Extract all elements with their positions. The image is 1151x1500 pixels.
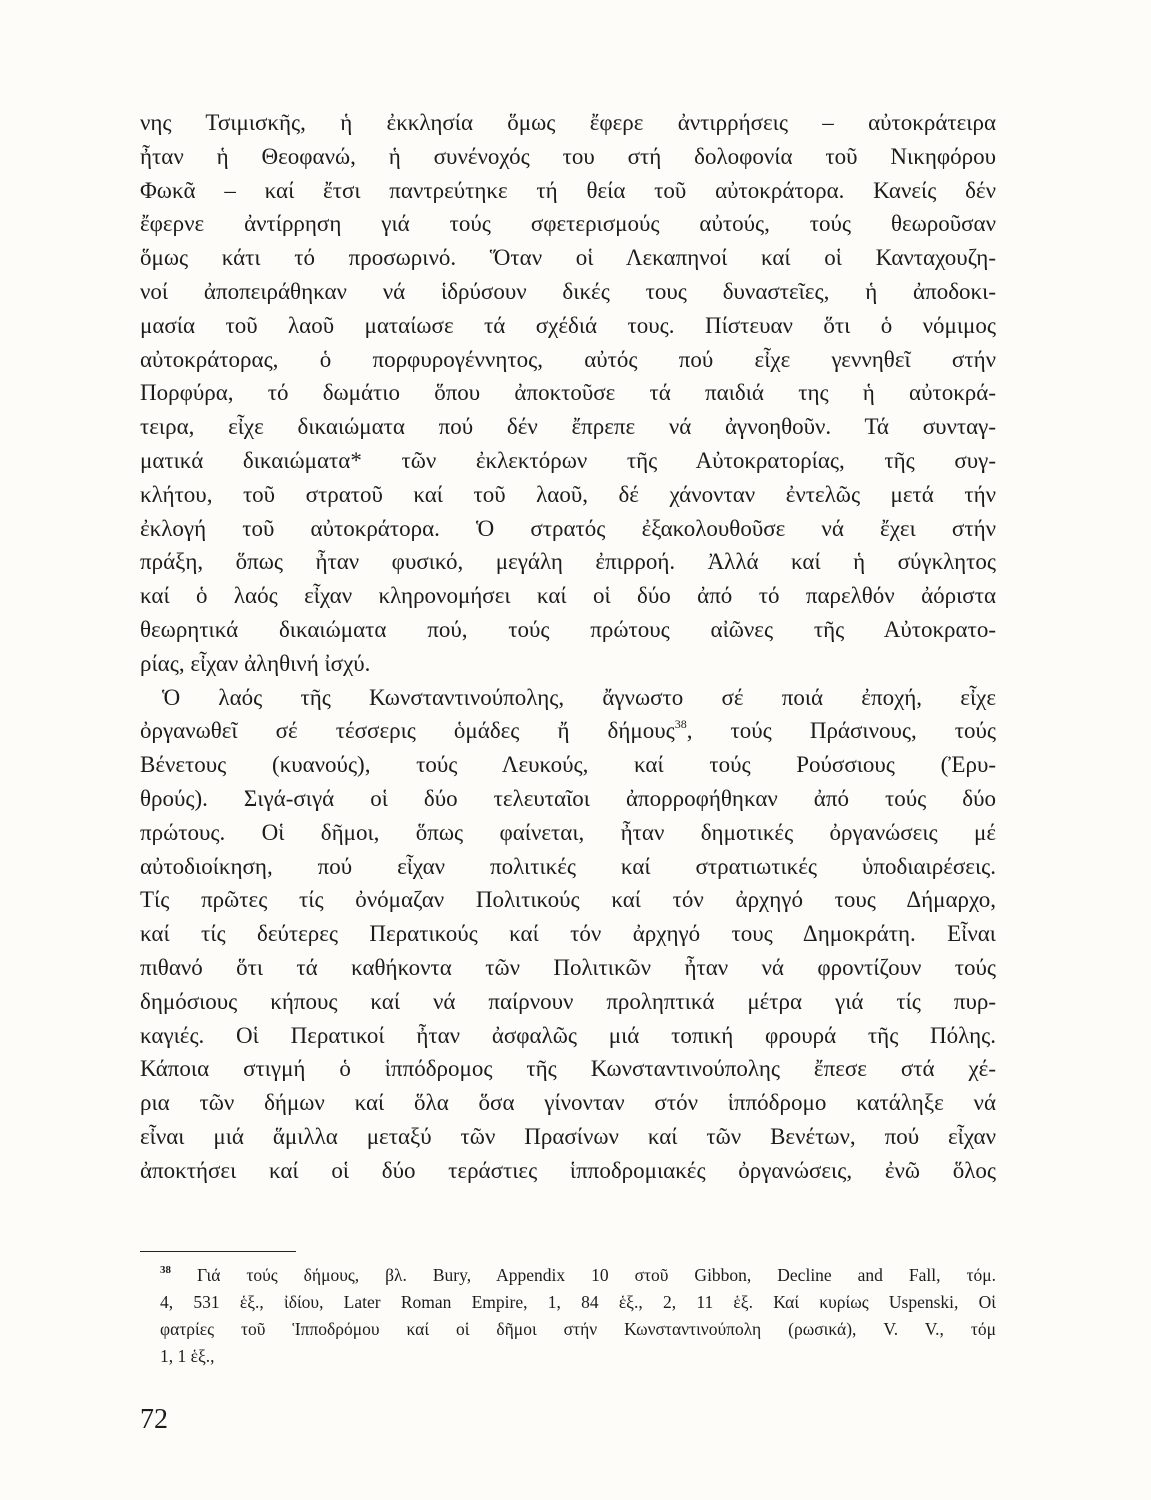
- text-line: ἦταν ἡ Θεοφανώ, ἡ συνένοχός του στή δολοφονία τοῦ Νικηφόρου: [140, 143, 996, 169]
- text-line: αὐτοδιοίκηση, πού εἶχαν πολιτικές καί στρατιωτικές ὑποδιαιρέσεις.: [140, 853, 996, 879]
- text-line: αὐτοκράτορας, ὁ πορφυρογέννητος, αὐτός πού εἶχε γεννηθεῖ στήν: [140, 346, 996, 372]
- text-line: ἐκλογή τοῦ αὐτοκράτορα. Ὁ στρατός ἐξακολουθοῦσε νά ἔχει στήν: [140, 515, 996, 541]
- text-line: πιθανό ὅτι τά καθήκοντα τῶν Πολιτικῶν ἦταν νά φροντίζουν τούς: [140, 954, 996, 980]
- footnote-line: 1, 1 ἑξ.,: [160, 1346, 215, 1366]
- text-line: Φωκᾶ – καί ἔτσι παντρεύτηκε τή θεία τοῦ αὐτοκράτορα. Κανείς δέν: [140, 177, 996, 203]
- text-line: νοί ἀποπειράθηκαν νά ἱδρύσουν δικές τους δυναστεῖες, ἡ ἀποδοκι-: [140, 278, 996, 304]
- text-line: δημόσιους κήπους καί νά παίρνουν προληπτικά μέτρα γιά τίς πυρ-: [140, 988, 996, 1014]
- text-line: ματικά δικαιώματα* τῶν ἐκλεκτόρων τῆς Αὐτοκρατορίας, τῆς συγ-: [140, 447, 996, 473]
- text-line: Τίς πρῶτες τίς ὀνόμαζαν Πολιτικούς καί τόν ἀρχηγό τους Δήμαρχο,: [140, 887, 996, 913]
- footnote-reference: 38: [674, 717, 687, 732]
- text-line: ρια τῶν δήμων καί ὅλα ὅσα γίνονταν στόν ἱππόδρομο κατάληξε νά: [140, 1090, 996, 1116]
- footnote: [160, 1262, 996, 1370]
- footnote-separator: [140, 1251, 296, 1252]
- text-line: ρίας, εἶχαν ἀληθινή ἰσχύ.: [140, 650, 371, 676]
- text-line: καί ὁ λαός εἶχαν κληρονομήσει καί οἱ δύο ἀπό τό παρελθόν ἀόριστα: [140, 583, 996, 609]
- main-text: [140, 106, 996, 1188]
- text-line: καγιές. Οἱ Περατικοί ἦταν ἀσφαλῶς μιά τοπική φρουρά τῆς Πόλης.: [140, 1022, 996, 1048]
- text-line: εἶναι μιά ἅμιλλα μεταξύ τῶν Πρασίνων καί τῶν Βενέτων, πού εἶχαν: [140, 1123, 996, 1149]
- text-line: καί τίς δεύτερες Περατικούς καί τόν ἀρχηγό τους Δημοκράτη. Εἶναι: [140, 921, 996, 947]
- text-line: ἀποκτήσει καί οἱ δύο τεράστιες ἱπποδρομιακές ὀργανώσεις, ἐνῶ ὅλος: [140, 1157, 996, 1183]
- text-line: τειρα, εἶχε δικαιώματα πού δέν ἔπρεπε νά ἀγνοηθοῦν. Τά συνταγ-: [140, 414, 996, 440]
- text-line: ἔφερνε ἀντίρρηση γιά τούς σφετερισμούς αὐτούς, τούς θεωροῦσαν: [140, 211, 996, 237]
- text-line: κλήτου, τοῦ στρατοῦ καί τοῦ λαοῦ, δέ χάνονταν ἐντελῶς μετά τήν: [140, 481, 996, 507]
- text-line: πρώτους. Οἱ δῆμοι, ὅπως φαίνεται, ἦταν δημοτικές ὀργανώσεις μέ: [140, 819, 996, 845]
- page-number: 72: [140, 1404, 168, 1435]
- footnote-line: [160, 1262, 996, 1289]
- text-line: ὅμως κάτι τό προσωρινό. Ὅταν οἱ Λεκαπηνοί καί οἱ Κανταχουζη-: [140, 245, 996, 271]
- text-line: Πορφύρα, τό δωμάτιο ὅπου ἀποκτοῦσε τά παιδιά της ἡ αὐτοκρά-: [140, 380, 996, 406]
- text-segment: ὀργανωθεῖ σέ τέσσερις ὁμάδες ἤ δήμους: [140, 718, 675, 744]
- text-segment: , τούς Πράσινους, τούς: [686, 718, 996, 744]
- text-line: μασία τοῦ λαοῦ ματαίωσε τά σχέδιά τους. Πίστευαν ὅτι ὁ νόμιμος: [140, 312, 996, 338]
- text-line: Κάποια στιγμή ὁ ἱππόδρομος τῆς Κωνσταντινούπολης ἔπεσε στά χέ-: [140, 1056, 996, 1082]
- text-line: Βένετους (κυανούς), τούς Λευκούς, καί τούς Ρούσσιους (Ἐρυ-: [140, 752, 996, 778]
- text-line-with-footnote-ref: [140, 714, 996, 748]
- footnote-line: φατρίες τοῦ Ἱπποδρόμου καί οἱ δῆμοι στήν Κωνσταντινούπολη (ρωσικά), V. V., τόμ: [160, 1319, 996, 1339]
- text-line: θρούς). Σιγά-σιγά οἱ δύο τελευταῖοι ἀπορροφήθηκαν ἀπό τούς δύο: [140, 785, 996, 811]
- footnote-line: 4, 531 ἑξ., ἰδίου, Later Roman Empire, 1, 84 ἑξ., 2, 11 ἑξ. Καί κυρίως Uspenski, Οἱ: [160, 1292, 996, 1312]
- footnote-number: 38: [160, 1264, 171, 1276]
- text-line: πράξη, ὅπως ἦταν φυσικό, μεγάλη ἐπιρροή. Ἀλλά καί ἡ σύγκλητος: [140, 549, 996, 575]
- footnote-text: Γιά τούς δήμους, βλ. Bury, Appendix 10 στοῦ Gibbon, Decline and Fall, τόμ.: [196, 1265, 997, 1285]
- text-line: νης Τσιμισκῆς, ἡ ἐκκλησία ὅμως ἔφερε ἀντιρρήσεις – αὐτοκράτειρα: [140, 110, 996, 135]
- text-line: Ὁ λαός τῆς Κωνσταντινούπολης, ἄγνωστο σέ ποιά ἐποχή, εἶχε: [162, 684, 996, 710]
- text-line: θεωρητικά δικαιώματα πού, τούς πρώτους αἰῶνες τῆς Αὐτοκρατο-: [140, 616, 996, 642]
